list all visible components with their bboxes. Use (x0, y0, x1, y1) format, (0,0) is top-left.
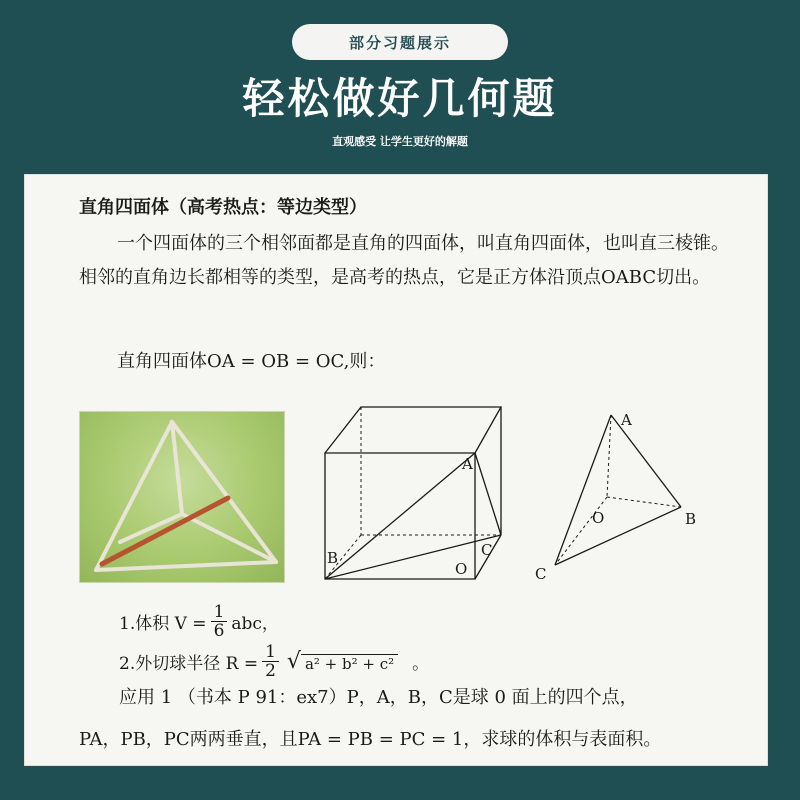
cube-label-o: O (455, 560, 468, 578)
radius-formula (119, 643, 429, 680)
section-badge: 部分习题展示 (292, 24, 508, 60)
radical-sign-icon: √ (286, 648, 301, 674)
cube-diagram (315, 403, 505, 583)
application-line-2: PA，PB，PC两两垂直，且PA = PB = PC = 1，求球的体积与表面积。 (79, 729, 662, 750)
application-line-1: 应用 1 （书本 P 91：ex7）P，A，B，C是球 0 面上的四个点， (119, 687, 638, 708)
tetrahedron-model-photo (79, 411, 285, 583)
cube-label-b: B (327, 549, 339, 567)
radius-fraction-denominator: 2 (265, 661, 276, 681)
radius-formula-prefix: 2.外切球半径 R = (119, 654, 259, 674)
condition-paragraph-text: 直角四面体OA = OB = OC,则： (117, 351, 386, 372)
cube-label-c: C (481, 541, 493, 559)
section-heading: 直角四面体（高考热点：等边类型） (79, 197, 367, 218)
radius-fraction-numerator: 1 (262, 643, 279, 662)
tetrahedron-diagram (525, 407, 725, 587)
condition-paragraph (79, 345, 739, 379)
volume-fraction-denominator: 6 (213, 621, 225, 641)
wire-model-illustration (80, 412, 284, 582)
tetra-label-a: A (621, 411, 632, 429)
page-title: 轻松做好几何题 (242, 74, 558, 123)
square-root (286, 648, 398, 674)
cube-label-a: A (462, 455, 473, 473)
volume-fraction (211, 603, 228, 640)
page-subtitle: 直观感受 让学生更好的解题 (332, 135, 468, 148)
volume-formula (119, 603, 279, 640)
radius-fraction (262, 643, 279, 680)
tetra-label-b: B (685, 510, 697, 528)
radius-formula-suffix: 。 (412, 654, 430, 674)
radicand: a² + b² + c² (301, 654, 398, 673)
textbook-page (24, 174, 768, 766)
tetra-label-o: O (592, 509, 605, 527)
volume-fraction-numerator: 1 (211, 603, 228, 622)
intro-paragraph (79, 227, 739, 295)
volume-formula-suffix: abc， (231, 614, 279, 634)
tetra-label-c: C (535, 565, 547, 583)
volume-formula-prefix: 1.体积 V = (119, 614, 207, 634)
intro-paragraph-text: 一个四面体的三个相邻面都是直角的四面体，叫直角四面体，也叫直三棱锥。相邻的直角边长都相等的类型，是高考的热点，它是正方体沿顶点OABC切出。 (79, 233, 729, 288)
